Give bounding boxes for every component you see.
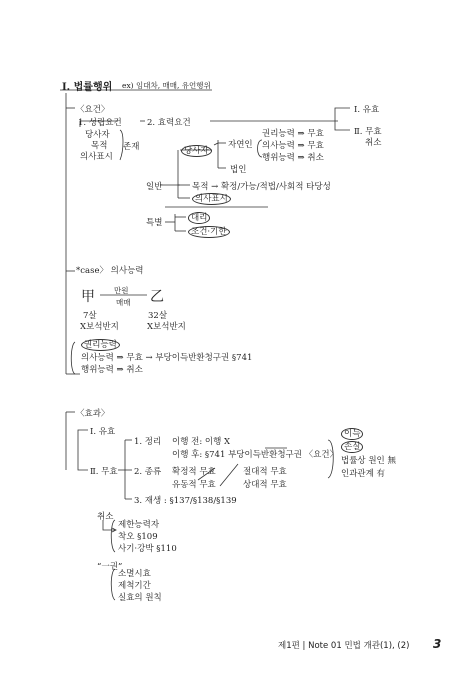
status-b: X보석반지: [147, 322, 186, 332]
general-label: 일반: [146, 182, 163, 192]
effect-before: 이행 전: 이행 X: [172, 437, 231, 447]
kind-right-1: 상대적 무효: [243, 480, 287, 490]
case-line-rights: [81, 339, 120, 351]
status-a: X보석반지: [80, 322, 119, 332]
capacity-action: 행위능력 ⇒ 취소: [262, 153, 324, 163]
object-line: 목적 → 확정/가능/적법/사회적 타당성: [192, 182, 331, 192]
invalid-label: Ⅱ. 무효: [354, 127, 382, 137]
effect-item3: 3. 재생 : §137/§138/§139: [134, 496, 237, 506]
party-a: 甲: [81, 289, 95, 305]
cancel-item-1: 착오 §109: [118, 532, 158, 542]
agency-label: [188, 212, 210, 224]
party-b: 乙: [150, 289, 164, 305]
case-line-action: 행위능력 ⇒ 취소: [81, 365, 143, 375]
case-price: 만원: [114, 286, 129, 295]
cancel-label: 취소: [365, 138, 382, 148]
kind-right-0: 절대적 무효: [243, 467, 287, 477]
effect-item1: 1. 정리: [134, 437, 162, 447]
kind-left-1: 유동적 무효: [172, 480, 216, 490]
section-title: Ⅰ. 법률행위: [62, 82, 113, 93]
kind-left-0: 확정적 무효: [172, 467, 216, 477]
condition-label: [188, 226, 230, 238]
effect-invalid: Ⅱ. 무효: [90, 467, 118, 477]
capacity-intent: 의사능력 ⇒ 무효: [262, 141, 324, 151]
establish-item-intent: 의사표시: [80, 152, 113, 162]
effect-item2: 2. 종류: [134, 467, 162, 477]
natural-person: 자연인: [228, 140, 253, 150]
case-line-intent: 의사능력 ⇒ 무효 → 부당이득반환청구권 §741: [81, 353, 253, 363]
case-title: *case〉 의사능력: [76, 266, 144, 276]
right-list-0: 이득: [341, 428, 363, 440]
one-right-item-2: 실효의 원칙: [118, 593, 162, 603]
requirements-header: 〈요건〉: [76, 105, 110, 115]
intent-circle: 의사표시: [192, 193, 231, 205]
capacity-rights: 권리능력 ⇒ 무효: [262, 129, 324, 139]
age-a: 7살: [83, 311, 97, 321]
cancel-item-2: 사기·강박 §110: [118, 544, 177, 554]
establish-item-object: 목적: [91, 141, 108, 151]
party-label: [181, 145, 212, 157]
special-label: 특별: [146, 218, 163, 228]
effect-after: 이행 후: §741 부당이득반환청구권 〈요건〉: [172, 450, 339, 460]
effect-header: 〈효과〉: [76, 409, 110, 419]
page-number: 3: [433, 637, 442, 651]
one-right-item-1: 제척기간: [118, 581, 151, 591]
section-example: ex) 임대차, 매매, 유언행위: [122, 81, 211, 90]
party-circle: 당사자: [181, 145, 212, 157]
right-list-1: 손실: [341, 441, 363, 453]
intent-label: [192, 193, 231, 205]
cancel-header: 취소: [97, 512, 114, 522]
footer-text: 제1편 | Note 01 민법 개관(1), (2): [278, 641, 410, 651]
effect-requirement: 2. 효력요건: [147, 118, 191, 128]
establish-requirement: 1. 성립요건: [78, 118, 122, 128]
condition-circle: 조건·기한: [188, 226, 230, 238]
establish-item-party: 당사자: [85, 130, 110, 140]
case-sale: 매매: [116, 298, 131, 307]
rights-circle: 권리능력: [81, 339, 120, 351]
effect-valid: Ⅰ. 유효: [90, 427, 116, 437]
right-list-2: 법률상 원인 無: [341, 456, 396, 466]
exist-label: 존재: [123, 142, 140, 152]
agency-circle: 대리: [188, 212, 210, 224]
one-right-item-0: 소멸시효: [118, 569, 151, 579]
cancel-item-0: 제한능력자: [118, 520, 160, 530]
valid-label: Ⅰ. 유효: [354, 105, 380, 115]
one-right-header: “一권”: [97, 562, 123, 572]
legal-person: 법인: [230, 165, 247, 175]
right-list-3: 인과관계 有: [341, 469, 386, 479]
age-b: 32살: [148, 311, 168, 321]
